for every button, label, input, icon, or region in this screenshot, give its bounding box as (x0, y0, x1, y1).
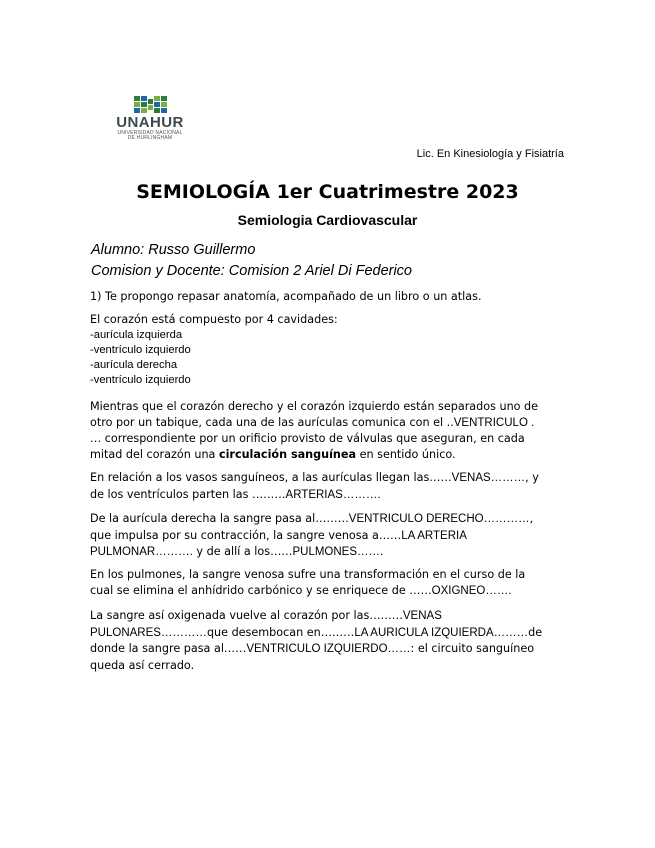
cavities-list (90, 328, 191, 388)
answer-ventriculo-derecho: VENTRICULO DERECHO………… (348, 513, 530, 525)
intro-text: 1) Te propongo repasar anatomía, acompañado de un libro o un atlas. (90, 290, 482, 303)
pulmonary-paragraph (90, 511, 570, 561)
heart-paragraph (90, 399, 570, 462)
answer-pulmones: PULMONES……. (292, 546, 384, 558)
logo-subtitle-line-2: DE HURLINGHAM (127, 135, 173, 141)
text-line (90, 447, 570, 463)
student-name: Alumno: Russo Guillermo (91, 242, 256, 258)
text-segment: , (529, 512, 534, 525)
text-line (90, 487, 570, 504)
answer-pulonares: PULONARES………… (90, 626, 207, 639)
answer-auricula-izquierda: LA AURICULA IZQUIERDA……… (354, 626, 529, 639)
university-logo (102, 95, 198, 145)
text-segment: : el circuito sanguíneo (410, 642, 535, 655)
text-segment: y de allí a los…… (192, 545, 293, 558)
text-segment: La sangre así oxigenada vuelve al corazón por las……… (90, 609, 403, 622)
text-line (90, 415, 570, 432)
text-line (90, 583, 570, 600)
text-segment: de (528, 625, 543, 639)
list-item: -ventrículo izquierdo (90, 374, 191, 386)
text-line (90, 641, 570, 658)
text-line (90, 544, 570, 561)
answer-pulmonar: PULMONAR………. (90, 546, 193, 558)
list-item: -aurícula izquierda (90, 329, 183, 341)
text-segment: que desembocan en……… (206, 625, 355, 639)
text-line (90, 608, 570, 625)
answer-arterias: ARTERIAS………. (285, 488, 381, 501)
text-line: … correspondiente por un orificio provisto de válvulas que aseguran, en cada (90, 432, 525, 445)
text-segment: En relación a los vasos sanguíneos, a las aurículas llegan las…… (90, 471, 452, 484)
vessels-paragraph (90, 470, 570, 503)
text-line: En los pulmones, la sangre venosa sufre una transformación en el curso de la (90, 568, 526, 581)
answer-venas: VENAS……… (451, 472, 526, 484)
text-segment: de los ventrículos parten las ……… (90, 487, 286, 501)
logo-subtitle-line-1: UNIVERSIDAD NACIONAL (117, 130, 183, 136)
logo-mark-icon (102, 95, 198, 115)
text-line (90, 625, 570, 642)
answer-oxigeno: OXIGNEO……. (431, 584, 512, 597)
answer-venas-pulmonares: VENAS (402, 610, 442, 622)
oxygenated-paragraph (90, 608, 570, 673)
bold-circulacion: circulación sanguínea (218, 447, 357, 461)
text-segment: otro por un tabique, cada una de las aurículas comunica con el .. (90, 415, 454, 429)
text-segment: De la aurícula derecha la sangre pasa al……… (90, 512, 349, 525)
text-segment: donde la sangre pasa al…… (90, 642, 247, 655)
comision-docente: Comision y Docente: Comision 2 Ariel Di Federico (91, 263, 412, 279)
text-line (90, 528, 570, 545)
document-subtitle: Semiologia Cardiovascular (237, 212, 418, 228)
document-title: SEMIOLOGÍA 1er Cuatrimestre 2023 (136, 181, 519, 203)
cavities-heading: El corazón está compuesto por 4 cavidades: (90, 313, 338, 326)
text-segment: mitad del corazón una (90, 447, 219, 461)
text-segment: que impulsa por su contracción, la sangre venosa a…… (90, 528, 402, 542)
text-line: queda así cerrado. (90, 658, 195, 672)
list-item: -ventrículo izquierdo (90, 344, 191, 356)
text-segment: , y (525, 471, 539, 484)
answer-la-arteria: LA ARTERIA (401, 529, 467, 542)
list-item: -aurícula derecha (90, 359, 178, 371)
cavities-heading-paragraph (90, 312, 570, 328)
career-name: Lic. En Kinesiología y Fisiatría (416, 148, 564, 160)
text-line (90, 470, 570, 487)
answer-ventriculo: VENTRICULO . (453, 416, 535, 429)
lungs-paragraph (90, 567, 570, 599)
text-segment: cual se elimina el anhídrido carbónico y se enriquece de …… (90, 583, 432, 597)
text-segment: en sentido único. (356, 447, 456, 461)
intro-paragraph (90, 289, 570, 305)
answer-ventriculo-izquierdo: VENTRICULO IZQUIERDO…… (246, 643, 411, 655)
text-line: Mientras que el corazón derecho y el corazón izquierdo están separados uno de (90, 400, 539, 413)
text-line (90, 511, 570, 528)
logo-wordmark: UNAHUR (116, 114, 184, 131)
